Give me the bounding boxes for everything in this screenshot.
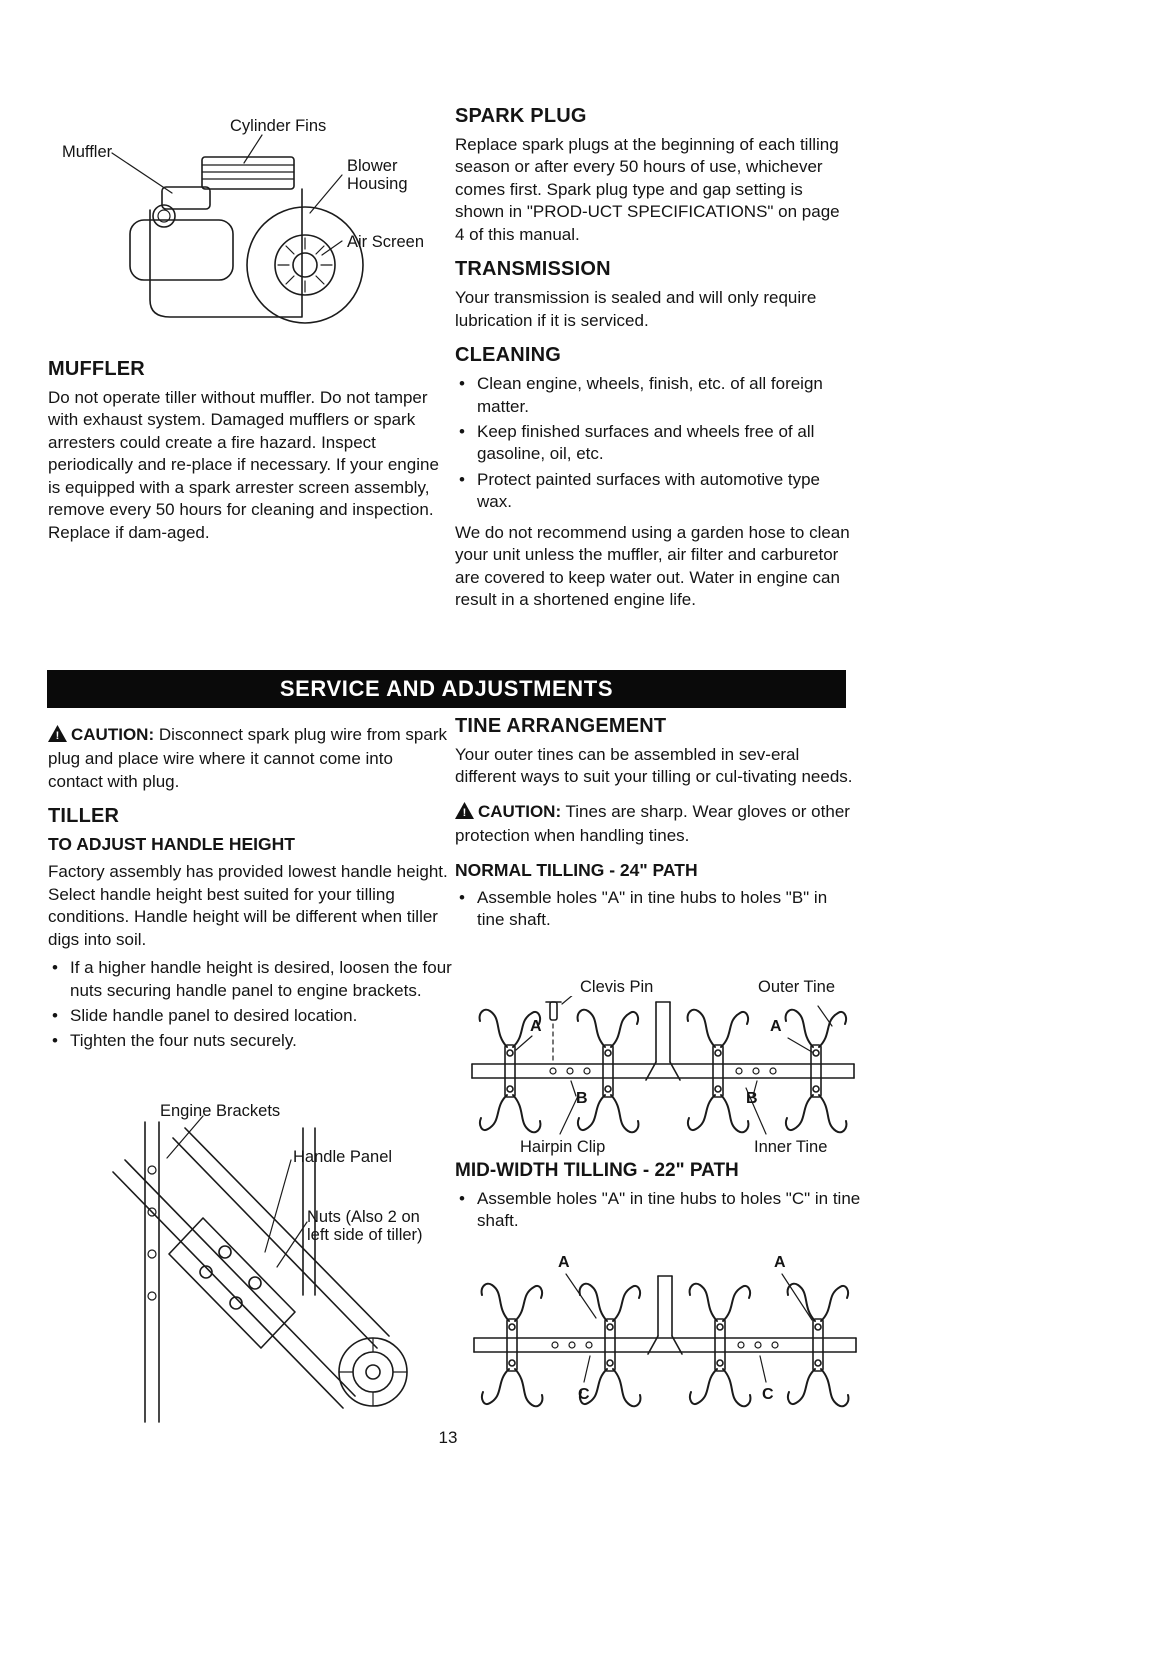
svg-text:!: ! — [55, 730, 60, 742]
caution-label: CAUTION: — [71, 725, 155, 744]
mid-width-tilling-title: MID-WIDTH TILLING - 22" PATH — [455, 1160, 739, 1181]
bullet-dot: • — [459, 469, 465, 489]
list-item — [48, 1030, 452, 1052]
tine-illustration-mid-width — [460, 1270, 870, 1420]
tine2-label-a-right: A — [774, 1254, 786, 1271]
bullet-dot: • — [459, 421, 465, 441]
tine1-label-hairpin-clip: Hairpin Clip — [520, 1138, 606, 1156]
list-item-text: Assemble holes "A" in tine hubs to holes "B" in tine shaft. — [477, 887, 828, 930]
list-item-text: If a higher handle height is desired, loosen the four nuts securing handle panel to engine brackets. — [70, 958, 452, 1000]
cleaning-title: CLEANING — [455, 344, 562, 367]
tine-figure-normal — [458, 972, 878, 1167]
list-item — [455, 421, 853, 466]
tiller-body: Factory assembly has provided lowest handle height. Select handle height best suited for your tilling conditions. Handle height will be different when tiller digs into soil. — [48, 862, 448, 949]
muffler-section — [48, 358, 446, 554]
tine1-label-inner-tine: Inner Tine — [754, 1138, 828, 1156]
tine1-label-a-right: A — [770, 1018, 782, 1035]
engine-label-muffler: Muffler — [62, 143, 113, 161]
list-item — [455, 1188, 865, 1233]
handle-panel-illustration — [55, 1100, 455, 1435]
right-column-top — [455, 105, 853, 621]
caution-note-tines — [455, 801, 859, 848]
handle-panel-figure — [55, 1100, 455, 1435]
bullet-dot: • — [459, 887, 465, 907]
muffler-title: MUFFLER — [48, 358, 145, 380]
mid-width-tilling-section — [455, 1160, 865, 1241]
tine1-label-a-left: A — [530, 1018, 542, 1035]
spark-plug-title: SPARK PLUG — [455, 105, 587, 127]
engine-label-blower-housing: Blower Housing — [347, 157, 408, 194]
list-item — [48, 1005, 452, 1027]
normal-tilling-list — [455, 887, 859, 932]
tine1-label-b-right: B — [746, 1090, 758, 1107]
bullet-dot: • — [52, 1005, 58, 1025]
left-column-bottom — [48, 724, 452, 1061]
tine1-label-outer-tine: Outer Tine — [758, 978, 836, 996]
tine1-label-clevis-pin: Clevis Pin — [580, 978, 654, 996]
list-item-text: Keep finished surfaces and wheels free of all gasoline, oil, etc. — [477, 421, 815, 464]
list-item — [48, 957, 452, 1002]
tine2-label-a-left: A — [558, 1254, 570, 1271]
list-item — [455, 887, 859, 932]
mid-width-tilling-list — [455, 1188, 865, 1233]
bullet-dot: • — [459, 1189, 465, 1208]
tiller-list — [48, 957, 452, 1053]
list-item-text: Clean engine, wheels, finish, etc. of all foreign matter. — [477, 374, 823, 416]
adjust-handle-height-subtitle: TO ADJUST HANDLE HEIGHT — [48, 834, 295, 855]
service-adjustments-banner: SERVICE AND ADJUSTMENTS — [47, 670, 846, 708]
list-item-text: Protect painted surfaces with automotive type wax. — [477, 469, 821, 512]
caution-label: CAUTION: — [478, 801, 562, 821]
caution-text: Tines are sharp. Wear gloves or other protection when handling tines. — [455, 801, 850, 846]
bullet-dot: • — [459, 374, 465, 394]
tiller-title: TILLER — [48, 805, 120, 828]
caution-text: Disconnect spark plug wire from spark plug and place wire where it cannot come into contact with plug. — [48, 725, 447, 791]
transmission-title: TRANSMISSION — [455, 258, 611, 281]
tine1-label-b-left: B — [576, 1090, 588, 1107]
svg-text:!: ! — [462, 807, 467, 819]
normal-tilling-title: NORMAL TILLING - 24" PATH — [455, 859, 698, 880]
bullet-dot: • — [52, 1031, 58, 1051]
tine-arrangement-section — [455, 715, 859, 940]
list-item — [455, 373, 853, 418]
tine-arrangement-body: Your outer tines can be assembled in sev-eral different ways to suit your tilling or cul-tivating needs. — [455, 745, 853, 787]
page-number: 13 — [438, 1428, 458, 1447]
bullet-dot: • — [52, 958, 58, 978]
engine-label-cylinder-fins: Cylinder Fins — [230, 117, 327, 135]
tine2-label-c-left: C — [578, 1386, 590, 1403]
muffler-body: Do not operate tiller without muffler. Do not tamper with exhaust system. Damaged mufflers or spark arresters could create a fire hazard. Inspect periodically and re-place if necessary. If your engine is equipped with a spark arrester screen assembly, remove every 50 hours for cleaning and inspection. Replace if dam-aged. — [48, 388, 439, 542]
engine-label-air-screen: Air Screen — [347, 233, 425, 251]
spark-plug-body: Replace spark plugs at the beginning of each tilling season or after every 50 hours of use, whichever comes first. Spark plug type and gap setting is shown in "PROD-UCT SPECIFICATIONS" on page 4 of this manual. — [455, 135, 840, 244]
list-item-text: Assemble holes "A" in tine hubs to holes "C" in tine shaft. — [477, 1189, 861, 1231]
tine-figure-mid-width — [460, 1252, 880, 1427]
handle-label-handle-panel: Handle Panel — [293, 1148, 393, 1166]
tine-illustration-normal — [458, 996, 868, 1146]
cleaning-body: We do not recommend using a garden hose to clean your unit unless the muffler, air filter and carburetor are covered to keep water out. Water in engine can result in a shortened engine life. — [455, 522, 850, 609]
cleaning-list — [455, 373, 853, 514]
warning-triangle-icon — [48, 725, 67, 748]
tine-arrangement-title: TINE ARRANGEMENT — [455, 715, 667, 737]
handle-label-engine-brackets: Engine Brackets — [160, 1102, 281, 1120]
engine-figure — [50, 105, 445, 355]
list-item — [455, 469, 853, 514]
list-item-text: Tighten the four nuts securely. — [70, 1031, 297, 1051]
tine2-label-c-right: C — [762, 1386, 774, 1403]
transmission-body: Your transmission is sealed and will only require lubrication if it is serviced. — [455, 288, 817, 330]
handle-label-nuts: Nuts (Also 2 on left side of tiller) — [307, 1208, 423, 1245]
list-item-text: Slide handle panel to desired location. — [70, 1005, 358, 1025]
caution-note-spark-plug — [48, 724, 452, 793]
warning-triangle-icon — [455, 802, 474, 825]
